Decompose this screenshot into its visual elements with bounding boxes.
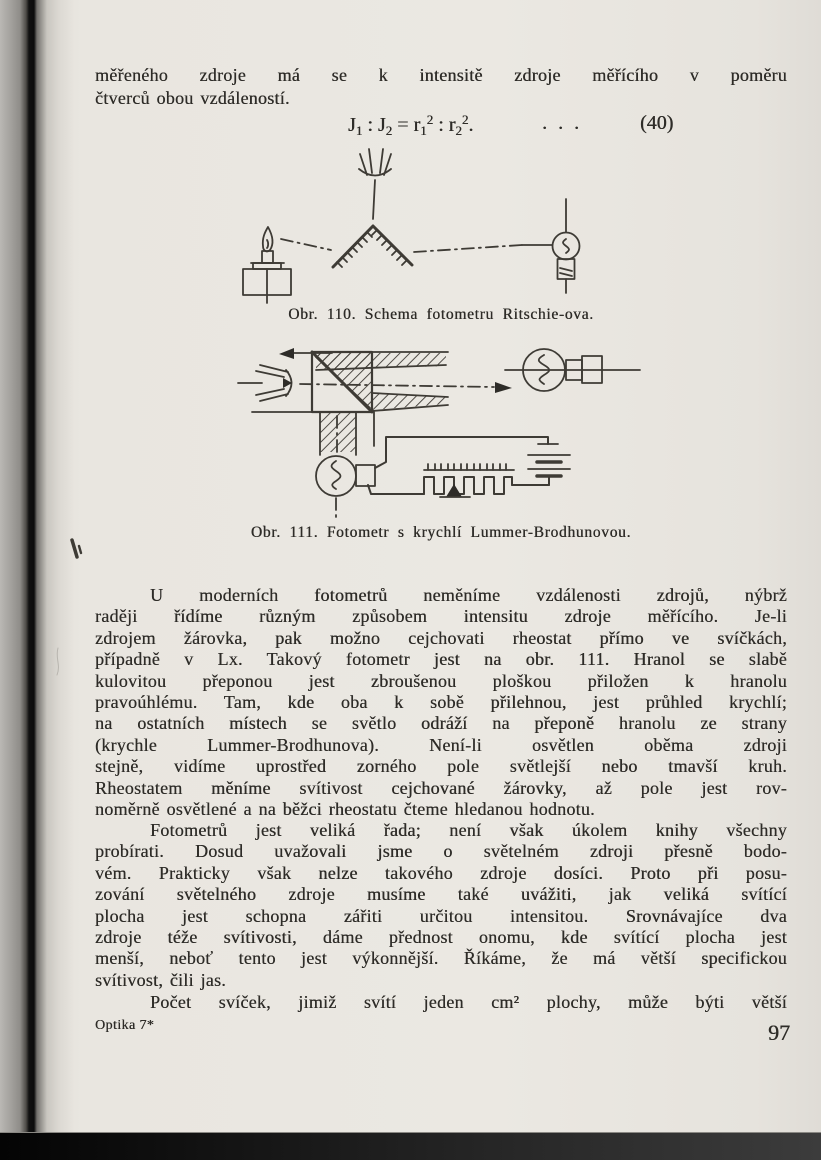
lummer-brodhun-cube-icon — [252, 352, 448, 455]
text-line: Rheostatem měníme svítivost cejchované žárovky, až pole jest rov- — [95, 777, 787, 798]
optical-axis — [300, 382, 512, 393]
text-line: raději řídíme různým způsobem intensitu zdroje měřícího. Je-li — [95, 606, 787, 627]
text-line: měřeného zdroje má se k intensitě zdroje měřícího v poměru — [95, 65, 787, 85]
text-line: probírati. Dosud uvažovali jsme o světelném zdroji přesně bodo- — [95, 841, 787, 862]
text-line: zování světelného zdroje musíme také uvážiti, jak veliká svítící — [95, 884, 787, 905]
paragraph-2 — [95, 820, 787, 991]
rheostat-icon — [424, 464, 514, 494]
eye-icon — [359, 149, 391, 219]
text-line: stejně, vidíme uprostřed zorného pole světlejší nebo tmavší kruh. — [95, 756, 787, 777]
text-line: vém. Prakticky však nelze takového zdroje dosíci. Proto při posu- — [95, 862, 787, 883]
text-line: pravoúhlému. Tam, kde oba k sobě přilehnou, jest průhled krychlí; — [95, 692, 787, 713]
text-line: plocha jest schopna zářiti určitou intensitou. Srovnávajíce dva — [95, 905, 787, 926]
left-arrow-icon — [279, 348, 332, 359]
candle-icon — [243, 227, 291, 303]
light-bulb-icon — [505, 349, 640, 391]
figure-111-diagram — [238, 348, 640, 519]
light-bulb-icon — [553, 199, 580, 293]
text-line: případně v Lx. Takový fotometr jest na obr. 111. Hranol se slabě — [95, 649, 787, 670]
book-signature: Optika 7* — [95, 1018, 155, 1033]
lamp-icon — [316, 456, 375, 519]
figure-110-diagram — [243, 149, 580, 303]
text-line: U moderních fotometrů neměníme vzdálenosti zdrojů, nýbrž — [150, 585, 787, 605]
scan-bottom-edge — [0, 1132, 821, 1160]
text-line: čtverců obou vzdáleností. — [95, 87, 290, 108]
roof-mirror-icon — [333, 226, 412, 267]
figure-caption-111: Obr. 111. Fotometr s krychlí Lummer-Brodhunovou. — [250, 524, 632, 541]
text-line: na ostatních místech se světlo odráží na přeponě hranolu ze strany — [95, 713, 787, 734]
text-line: (krychle Lummer-Brodhunova). Není-li osvětlen oběma zdroji — [95, 734, 787, 755]
paragraph-3 — [95, 992, 787, 1013]
formula-number: (40) — [640, 112, 674, 134]
text-line: zdroje téže svítivosti, dáme přednost onomu, kde svítící plocha jest — [95, 927, 787, 948]
text-line: zdrojem žárovka, pak možno cejchovati rheostat přímo ve svíčkách, — [95, 627, 787, 648]
text-line: menší, neboť tento jest výkonnější. Říkáme, že má větší specifickou — [95, 948, 787, 969]
battery-icon — [528, 444, 570, 485]
optical-axis — [281, 239, 552, 252]
equation-40 — [95, 112, 787, 142]
paragraph-1 — [95, 585, 787, 820]
text-line: noměrně osvětlené a na běžci rheostatu čteme hledanou hodnotu. — [95, 799, 595, 820]
formula-ellipsis: . . . — [542, 112, 582, 134]
text-line: svítivost, čili jas. — [95, 969, 227, 990]
binding-shadow — [0, 0, 74, 1160]
text-line: kulovitou přeponou jest zbroušenou ploškou přiložen k hranolu — [95, 670, 787, 691]
text-line: Počet svíček, jimiž svítí jeden cm² plochy, může býti větší — [150, 992, 787, 1012]
wires — [368, 437, 549, 494]
slider-icon — [440, 484, 470, 497]
formula-body: $J_1$ : $J_2 = r_1^2$ : $r_2^2$. — [348, 112, 474, 138]
text-line: Fotometrů jest veliká řada; není však úkolem knihy všechny — [150, 820, 787, 840]
page-number: 97 — [768, 1020, 790, 1045]
figure-caption-110: Obr. 110. Schema fotometru Ritschie-ova. — [288, 306, 594, 323]
top-paragraph — [95, 64, 787, 109]
eye-icon — [238, 365, 292, 401]
